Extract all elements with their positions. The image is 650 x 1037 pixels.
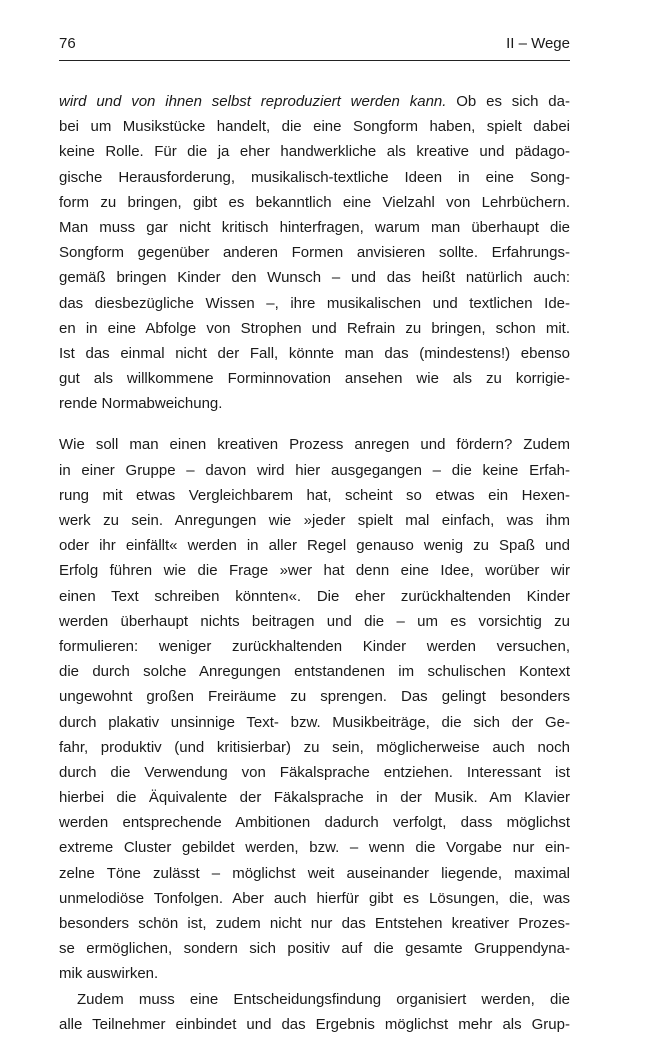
line-text: mik auswirken. <box>59 965 159 983</box>
text-line <box>59 987 570 1012</box>
page-number: 76 <box>59 35 76 52</box>
text-line <box>59 240 570 265</box>
text-line <box>59 265 570 290</box>
line-text: Man muss gar nicht kritisch hinterfragen, warum man überhaupt die <box>59 218 570 236</box>
text-line <box>59 139 570 164</box>
text-line <box>59 659 570 684</box>
line-text: besonders schön ist, zudem nicht nur das Entstehen kreativer Prozes- <box>59 915 570 932</box>
line-text: ungewohnt großen Freiräume zu sprengen. Das gelingt besonders <box>59 688 570 706</box>
line-text: zelne Töne zulässt – möglichst weit auseinander liegende, maximal <box>59 864 570 882</box>
line-text: se ermöglichen, sondern sich positiv auf die gesamte Gruppendyna- <box>59 940 570 958</box>
text-line <box>59 710 570 735</box>
line-text: Erfolg führen wie die Frage »wer hat denn eine Idee, worüber wir <box>59 562 570 580</box>
line-text: keine Rolle. Für die ja eher handwerkliche als kreative und pädago- <box>59 143 570 161</box>
line-text: durch plakativ unsinnige Text- bzw. Musikbeiträge, die sich der Ge- <box>59 713 570 731</box>
text-line <box>59 584 570 609</box>
italic-text: wird und von ihnen selbst reproduziert werden kann. <box>59 93 447 110</box>
line-text: werden entsprechende Ambitionen dadurch verfolgt, dass möglichst <box>59 814 570 832</box>
text-line <box>59 366 570 391</box>
line-text: gut als willkommene Forminnovation ansehen wie als zu korrigie- <box>59 370 570 388</box>
running-header <box>59 34 570 61</box>
text-line <box>59 432 570 457</box>
text-line <box>59 810 570 835</box>
line-text: rende Normabweichung. <box>59 395 223 413</box>
text-line <box>59 458 570 483</box>
text-line <box>59 835 570 860</box>
text-line <box>59 114 570 139</box>
text-line <box>59 165 570 190</box>
text-line <box>59 684 570 709</box>
line-text: durch die Verwendung von Fäkalsprache entziehen. Interessant ist <box>59 763 570 781</box>
line-text: das diesbezügliche Wissen –, ihre musikalischen und textlichen Ide- <box>59 294 570 312</box>
line-text: rung mit etwas Vergleichbarem hat, scheint so etwas ein Hexen- <box>59 486 570 504</box>
paragraph <box>59 432 570 986</box>
line-text: Wie soll man einen kreativen Prozess anregen und fördern? Zudem <box>59 436 570 454</box>
body-text <box>59 89 570 1037</box>
text-line <box>59 291 570 316</box>
line-text: hierbei die Äquivalente der Fäkalsprache in der Musik. Am Klavier <box>59 789 570 807</box>
text-line <box>59 508 570 533</box>
text-line <box>59 735 570 760</box>
paragraph-gap <box>59 416 570 432</box>
text-line <box>59 861 570 886</box>
text-line <box>59 1012 570 1037</box>
line-text: unmelodiöse Tonfolgen. Aber auch hierfür gibt es Lösungen, die, was <box>59 889 570 907</box>
text-line <box>59 634 570 659</box>
text-line <box>59 911 570 936</box>
running-title: II – Wege <box>506 35 570 52</box>
line-text: fahr, produktiv (und kritisierbar) zu sein, möglicherweise auch noch <box>59 738 570 756</box>
text-line <box>59 89 570 114</box>
text-line <box>59 215 570 240</box>
line-text: Songform gegenüber anderen Formen anvisieren sollte. Erfahrungs- <box>59 244 570 262</box>
text-line <box>59 886 570 911</box>
line-text: werk zu sein. Anregungen wie »jeder spielt mal einfach, was ihm <box>59 512 570 529</box>
line-text: in einer Gruppe – davon wird hier ausgegangen – die keine Erfah- <box>59 461 570 479</box>
text-line <box>59 609 570 634</box>
text-line <box>59 190 570 215</box>
text-line <box>59 316 570 341</box>
line-text: oder ihr einfällt« werden in aller Regel genauso wenig zu Spaß und <box>59 537 570 555</box>
line-text: Zudem muss eine Entscheidungsfindung organisiert werden, die <box>77 990 570 1008</box>
line-text: die durch solche Anregungen entstandenen im schulischen Kontext <box>59 663 570 681</box>
line-text: bei um Musikstücke handelt, die eine Songform haben, spielt dabei <box>59 118 570 136</box>
line-text: werden überhaupt nichts beitragen und die – um es vorsichtig zu <box>59 612 570 630</box>
line-text: Ob es sich da- <box>446 93 570 110</box>
line-text: formulieren: weniger zurückhaltenden Kinder werden versuchen, <box>59 637 570 655</box>
text-line <box>59 760 570 785</box>
text-line <box>59 785 570 810</box>
text-line <box>59 483 570 508</box>
paragraph <box>59 987 570 1037</box>
text-line <box>59 936 570 961</box>
line-text: gische Herausforderung, musikalisch-textliche Ideen in eine Song- <box>59 168 570 186</box>
line-text: extreme Cluster gebildet werden, bzw. – wenn die Vorgabe nur ein- <box>59 839 570 857</box>
line-text: einen Text schreiben könnten«. Die eher zurückhaltenden Kinder <box>59 587 570 605</box>
text-line <box>59 961 570 986</box>
paragraph <box>59 89 570 416</box>
text-line <box>59 533 570 558</box>
line-text: en in eine Abfolge von Strophen und Refrain zu bringen, schon mit. <box>59 319 570 337</box>
line-text: form zu bringen, gibt es bekanntlich eine Vielzahl von Lehrbüchern. <box>59 193 570 211</box>
line-text: Ist das einmal nicht der Fall, könnte man das (mindestens!) ebenso <box>59 344 570 362</box>
text-line <box>59 341 570 366</box>
text-line <box>59 391 570 416</box>
text-line <box>59 558 570 583</box>
line-text: gemäß bringen Kinder den Wunsch – und das heißt natürlich auch: <box>59 269 570 287</box>
line-text: alle Teilnehmer einbindet und das Ergebnis möglichst mehr als Grup- <box>59 1015 570 1033</box>
book-page <box>59 34 570 1037</box>
